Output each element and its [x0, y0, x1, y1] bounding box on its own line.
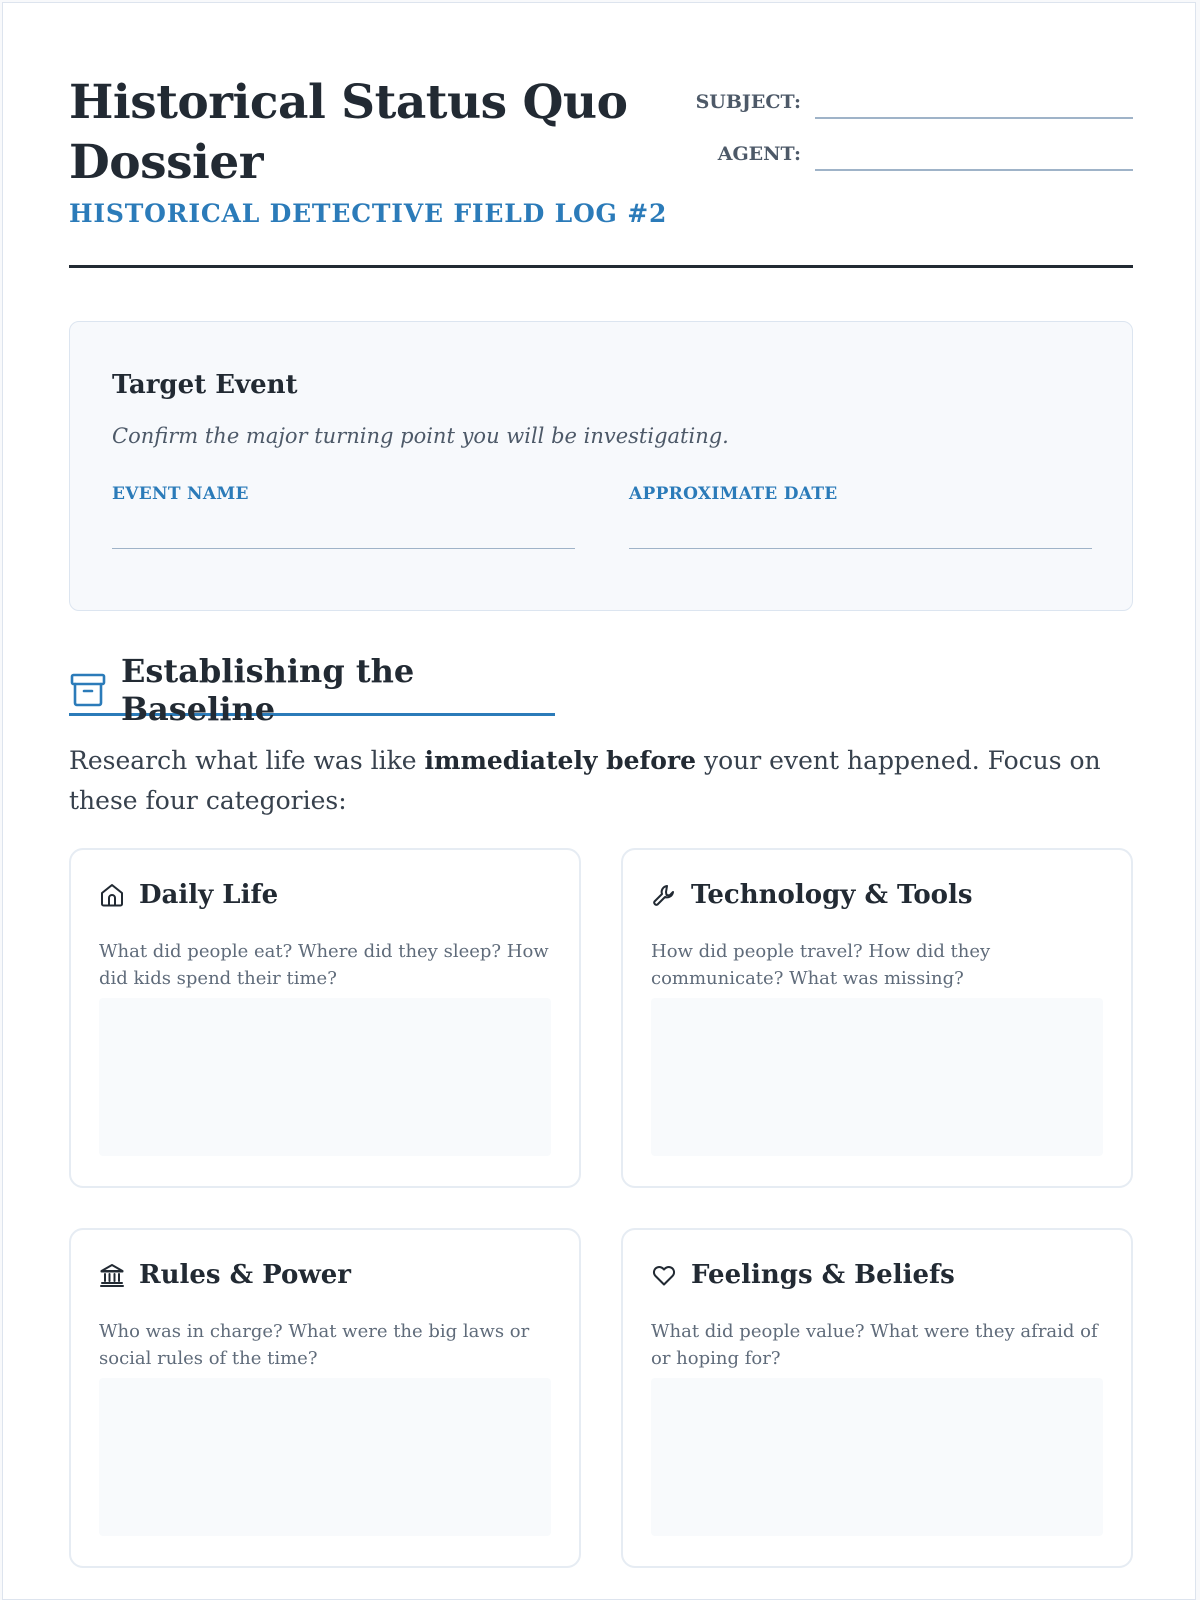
event-name-field[interactable] — [112, 548, 575, 549]
category-card-daily-life — [69, 848, 581, 1188]
baseline-section-title: Establishing the Baseline — [121, 652, 415, 728]
card-header — [99, 1260, 351, 1290]
card-prompt: Who was in charge? What were the big laws or social rules of the time? — [99, 1321, 530, 1369]
card-title: Technology & Tools — [691, 880, 973, 910]
intro-text-end: your event happened. Focus on these four categories: — [69, 746, 1101, 815]
technology-answer-area[interactable] — [651, 998, 1103, 1156]
card-prompt: How did people travel? How did they communicate? What was missing? — [651, 941, 991, 989]
subject-field[interactable] — [815, 97, 1133, 119]
card-title: Daily Life — [139, 880, 279, 910]
header — [69, 73, 1133, 228]
heart-icon — [651, 1262, 677, 1288]
card-header — [651, 1260, 955, 1290]
target-event-description: Confirm the major turning point you will be investigating. — [112, 424, 729, 448]
home-icon — [99, 882, 125, 908]
agent-label: AGENT: — [717, 143, 801, 165]
card-title: Rules & Power — [139, 1260, 351, 1290]
page-title: Historical Status Quo Dossier — [69, 75, 628, 190]
card-prompt: What did people eat? Where did they sleep? How did kids spend their time? — [99, 941, 549, 989]
baseline-intro — [69, 741, 1133, 821]
event-name-group — [112, 484, 575, 549]
target-event-title: Target Event — [112, 370, 298, 400]
rules-power-answer-area[interactable] — [99, 1378, 551, 1536]
category-card-feelings-beliefs — [621, 1228, 1133, 1568]
subject-row — [693, 79, 1133, 119]
wrench-icon — [651, 882, 677, 908]
card-prompt: What did people value? What were they afraid of or hoping for? — [651, 1321, 1098, 1369]
worksheet-page — [2, 2, 1196, 1600]
card-title: Feelings & Beliefs — [691, 1260, 955, 1290]
approximate-date-field[interactable] — [629, 548, 1092, 549]
feelings-beliefs-answer-area[interactable] — [651, 1378, 1103, 1536]
header-divider — [69, 265, 1133, 268]
archive-icon — [69, 671, 107, 709]
category-card-technology-tools — [621, 848, 1133, 1188]
agent-row — [693, 131, 1133, 171]
landmark-icon — [99, 1262, 125, 1288]
intro-text-start: Research what life was like — [69, 746, 425, 775]
approximate-date-label: APPROXIMATE DATE — [629, 484, 838, 504]
daily-life-answer-area[interactable] — [99, 998, 551, 1156]
card-header — [99, 880, 278, 910]
subject-label: SUBJECT: — [695, 91, 801, 113]
card-header — [651, 880, 973, 910]
approximate-date-group — [629, 484, 1092, 549]
intro-text-emphasis: immediately before — [424, 746, 697, 775]
target-event-box — [69, 321, 1133, 611]
category-card-rules-power — [69, 1228, 581, 1568]
baseline-section-header — [69, 652, 555, 728]
page-subtitle: HISTORICAL DETECTIVE FIELD LOG #2 — [69, 199, 668, 228]
event-name-label: EVENT NAME — [112, 484, 249, 504]
meta-fields — [693, 79, 1133, 183]
agent-field[interactable] — [815, 149, 1133, 171]
